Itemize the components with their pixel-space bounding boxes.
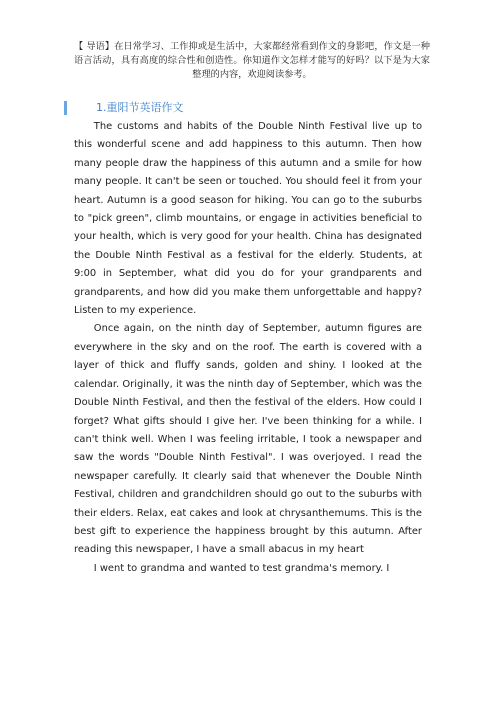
- paragraph: I went to grandma and wanted to test grandma's memory. I: [93, 562, 390, 574]
- paragraph: Once again, on the ninth day of September, autumn figures are everywhere in the sky and on the roof. The earth is covered with a layer of thick and fluffy sands, golden and shiny. I looked at the calendar. Originally, it was the ninth day of September, which was the Double Ninth Festival, and then the festival of the elders. How could I forget? What gifts should I give her. I've been thinking for a while. I can't think well. When I was feeling irritable, I took a newspaper and saw the words "Double Ninth Festival". I was overjoyed. I read the newspaper carefully. It clearly said that whenever the Double Ninth Festival, children and grandchildren should go out to the suburbs with their elders. Relax, eat cakes and look at chrysanthemums. This is the best gift to experience the happiness brought by this autumn. After reading this newspaper, I have a small abacus in my heart: [74, 323, 422, 556]
- intro-text: 【 导语】在日常学习、工作抑或是生活中，大家都经常看到作文的身影吧，作文是一种语言活动，具有高度的综合性和创造性。你知道作文怎样才能写的好吗？以下是为大家整理的内容，欢迎阅读参考。: [74, 41, 430, 80]
- paragraph: The customs and habits of the Double Ninth Festival live up to this wonderful scene and add happiness to this autumn. Then how many people draw the happiness of this autumn and a smile for how many people. It can't be seen or touched. You should feel it from your heart. Autumn is a good season for hiking. You can go to the suburbs to "pick green", climb mountains, or engage in activities beneficial to your health, which is very good for your health. China has designated the Double Ninth Festival as a festival for the elderly. Students, at 9:00 in September, what did you do for your grandparents and grandparents, and how did you make them unforgettable and happy? Listen to my experience.: [74, 121, 422, 317]
- section-accent-bar: [64, 101, 67, 115]
- section-heading: 1.重阳节英语作文: [96, 101, 184, 114]
- section-header: [64, 100, 434, 115]
- article-body: [74, 118, 422, 578]
